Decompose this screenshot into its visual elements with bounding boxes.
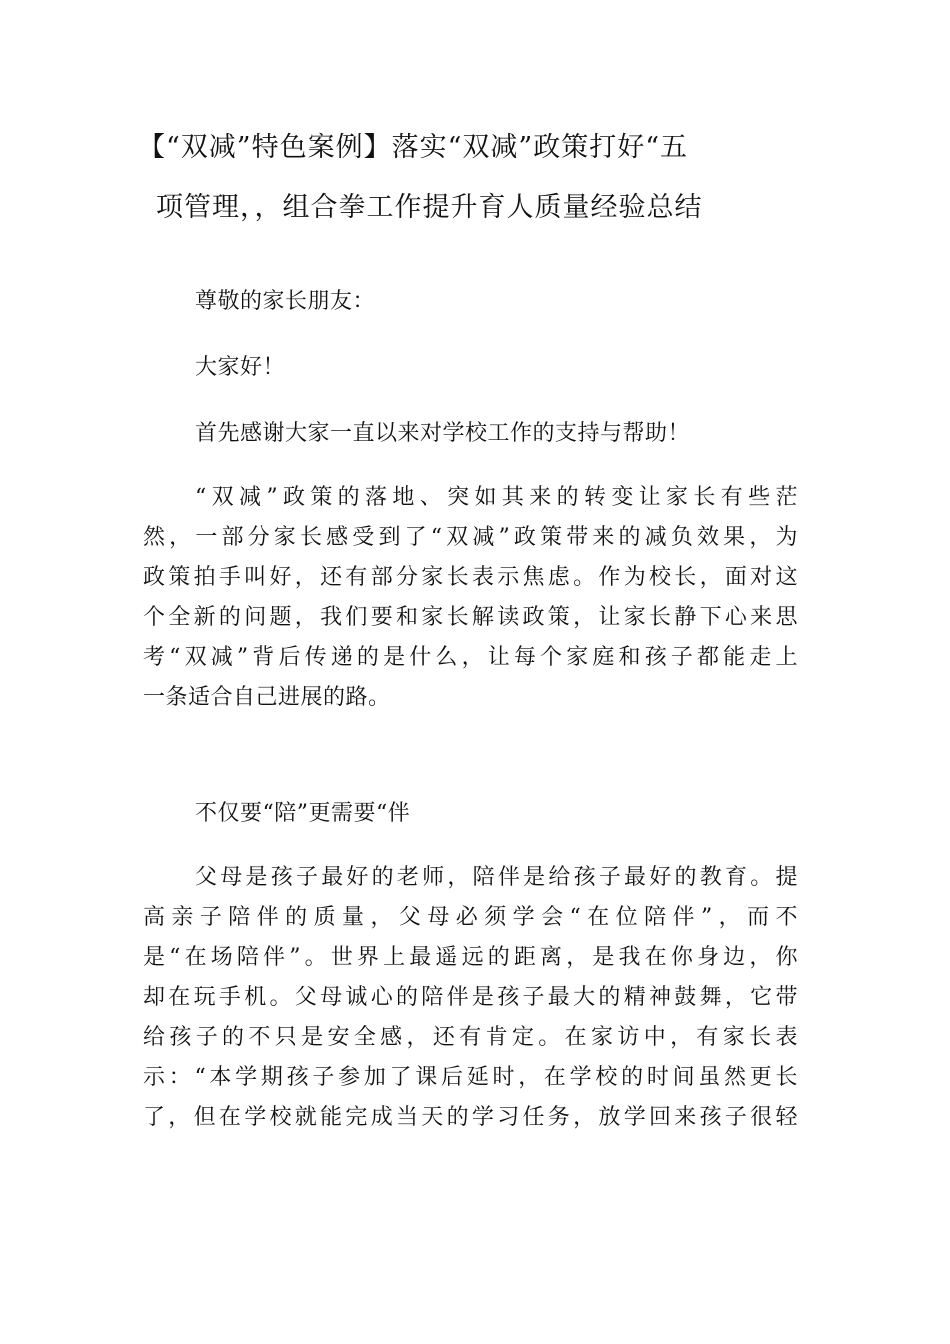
thanks-paragraph: 首先感谢大家一直以来对学校工作的支持与帮助！ xyxy=(195,421,691,446)
paragraph-line: 高亲子陪伴的质量，父母必须学会“在位陪伴”，而不 xyxy=(143,905,798,930)
paragraph-line: 给孩子的不只是安全感，还有肯定。在家访中，有家长表 xyxy=(143,1025,798,1050)
body-paragraph-1 xyxy=(143,478,803,718)
paragraph-line: 一条适合自己进展的路。 xyxy=(143,685,391,710)
paragraph-line: 考“双减”背后传递的是什么，让每个家庭和孩子都能走上 xyxy=(143,645,798,670)
paragraph-line: 个全新的问题，我们要和家长解读政策，让家长静下心来思 xyxy=(143,605,798,630)
greeting-paragraph: 尊敬的家长朋友： xyxy=(195,289,376,314)
paragraph-line: 政策拍手叫好，还有部分家长表示焦虑。作为校长，面对这 xyxy=(143,565,798,590)
paragraph-line: 是“在场陪伴”。世界上最遥远的距离，是我在你身边，你 xyxy=(143,945,798,970)
paragraph-line: 然，一部分家长感受到了“双减”政策带来的减负效果，为 xyxy=(143,525,798,550)
paragraph-line: “双减”政策的落地、突如其来的转变让家长有些茫 xyxy=(195,485,798,510)
paragraph-line: 父母是孩子最好的老师，陪伴是给孩子最好的教育。提 xyxy=(195,865,798,890)
title-line-1: 【“双减”特色案例】落实“双减”政策打好“五 xyxy=(138,132,689,163)
section-subheading: 不仅要“陪”更需要“伴 xyxy=(195,801,411,826)
paragraph-line: 了，但在学校就能完成当天的学习任务，放学回来孩子很轻 xyxy=(143,1105,798,1130)
body-paragraph-2 xyxy=(143,858,803,1138)
title-line-2: 项管理，，组合拳工作提升育人质量经验总结 xyxy=(156,192,703,223)
paragraph-line: 却在玩手机。父母诚心的陪伴是孩子最大的精神鼓舞，它带 xyxy=(143,985,798,1010)
paragraph-line: 示：“本学期孩子参加了课后延时，在学校的时间虽然更长 xyxy=(143,1065,798,1090)
document-title xyxy=(138,118,818,238)
hello-paragraph: 大家好！ xyxy=(195,355,286,380)
